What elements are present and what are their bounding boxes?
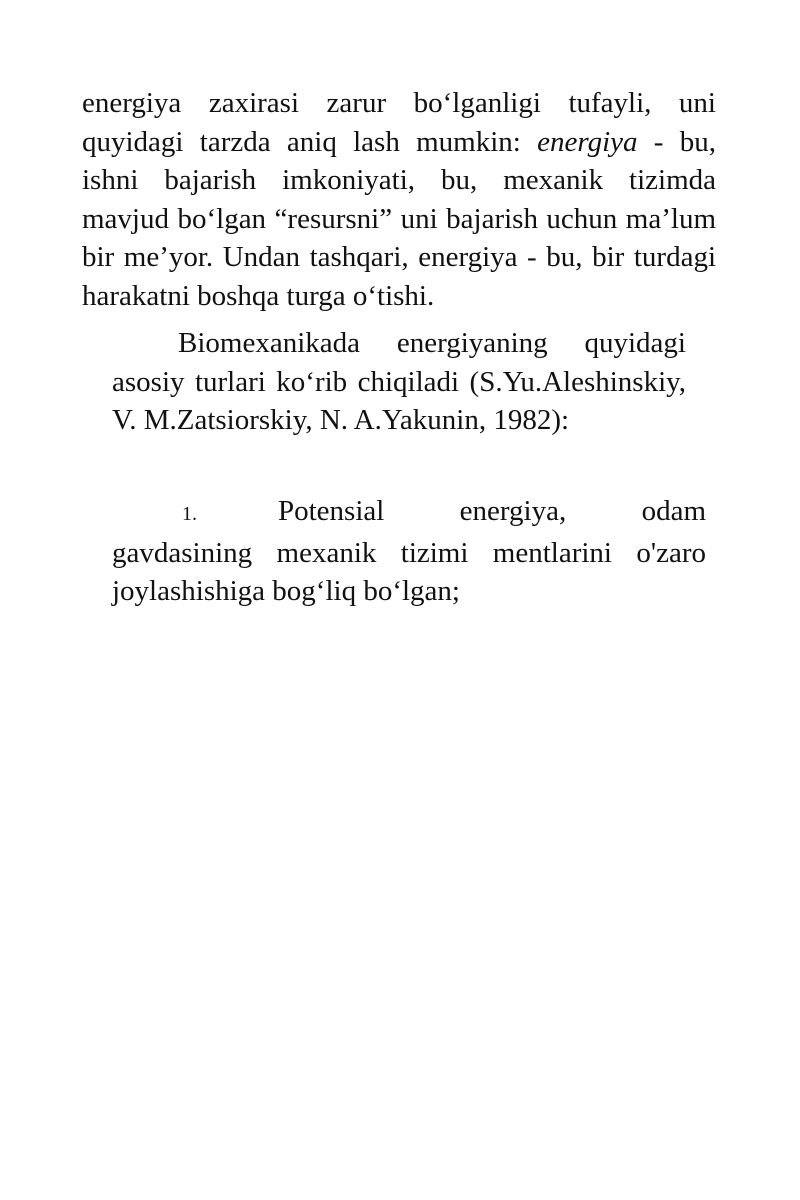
- paragraph-text-start: energiya zaxirasi zarur bo‘lganligi tufayli, uni quyidagi tarzda aniq lash mumkin:: [82, 87, 716, 158]
- italic-term-energiya: energiya: [537, 125, 638, 158]
- paragraph-energy-definition: [82, 84, 716, 316]
- list-item-number: 1.: [182, 503, 197, 525]
- list-item-text: Potensial energiya, odam gavdasining mexanik tizimi mentlarini o'zaro joylashishiga bog‘liq bo‘lgan;: [112, 495, 706, 608]
- list-item-potential-energy: [112, 492, 706, 611]
- paragraph-text-end: - bu, ishni bajarish imkoniyati, bu, mexanik tizimda mavjud bo‘lgan “resursni” uni bajarish uchun ma’lum bir me’yor. Undan tashqari, energiya - bu, bir turdagi harakatni boshqa turga o‘tishi.: [82, 125, 716, 312]
- paragraph-energy-types-intro: Biomexanikada energiyaning quyidagi asosiy turlari ko‘rib chiqiladi (S.Yu.Aleshinskiy, V. M.Zatsiorskiy, N. A.Yakunin, 1982):: [112, 327, 686, 437]
